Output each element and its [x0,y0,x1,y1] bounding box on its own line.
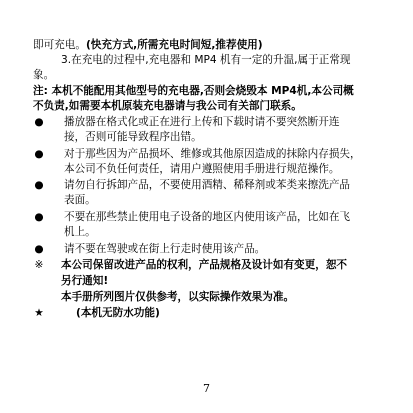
charge-text: 即可充电。 [33,39,86,51]
bullet-1-line1: 播放器在格式化或正在进行上传和下载时请不要突然断开连 [64,116,340,128]
notice-line1: 本公司保留改进产品的权利，产品规格及设计如有变更，恕不 [61,259,348,271]
bullet-2-line2: 本公司不负任何责任，请用户遵照使用手册进行规范操作。 [64,163,340,175]
note-line1: 注: 本机不能配用其他型号的充电器,否则会烧毁本 MP4机,本公司概 [33,85,354,97]
notice-line3: 本手册所列图片仅供参考，以实际操作效果为准。 [61,291,295,303]
notice-line2: 另行通知! [61,275,109,287]
fast-charge-note: (快充方式,所需充电时间短,推荐使用) [85,39,263,51]
reference-mark-icon: ※ [34,259,44,271]
paragraph-heat-line2: 象。 [33,69,55,81]
waterproof-note: (本机无防水功能) [76,307,160,319]
bullet-icon: ● [34,179,44,191]
bullet-4-line2: 机上。 [64,226,96,238]
bullet-icon: ● [34,211,44,223]
bullet-icon: ● [34,116,44,128]
star-icon: ★ [34,307,44,319]
paragraph-charge-method [33,37,263,53]
bullet-5-line1: 请不要在驾驶或在街上行走时使用该产品。 [64,243,266,255]
bullet-3-line2: 表面。 [64,194,96,206]
paragraph-heat-line1: 3.在充电的过程中,充电器和 MP4 机有一定的升温,属于正常现 [61,54,351,66]
bullet-1-line2: 接，否则可能导致程序出错。 [64,131,202,143]
bullet-3-line1: 请勿自行拆卸产品，不要使用酒精、稀释剂或苯类来擦洗产品 [64,179,351,191]
page-number: 7 [203,382,210,395]
bullet-icon: ● [34,148,44,160]
bullet-4-line1: 不要在那些禁止使用电子设备的地区内使用该产品，比如在飞 [64,211,351,223]
bullet-icon: ● [34,243,44,255]
note-line2: 不负责,如需要本机原装充电器请与我公司有关部门联系。 [33,100,302,112]
bullet-2-line1: 对于那些因为产品损坏、维修或其他原因造成的抹除内存损失， [64,148,361,160]
